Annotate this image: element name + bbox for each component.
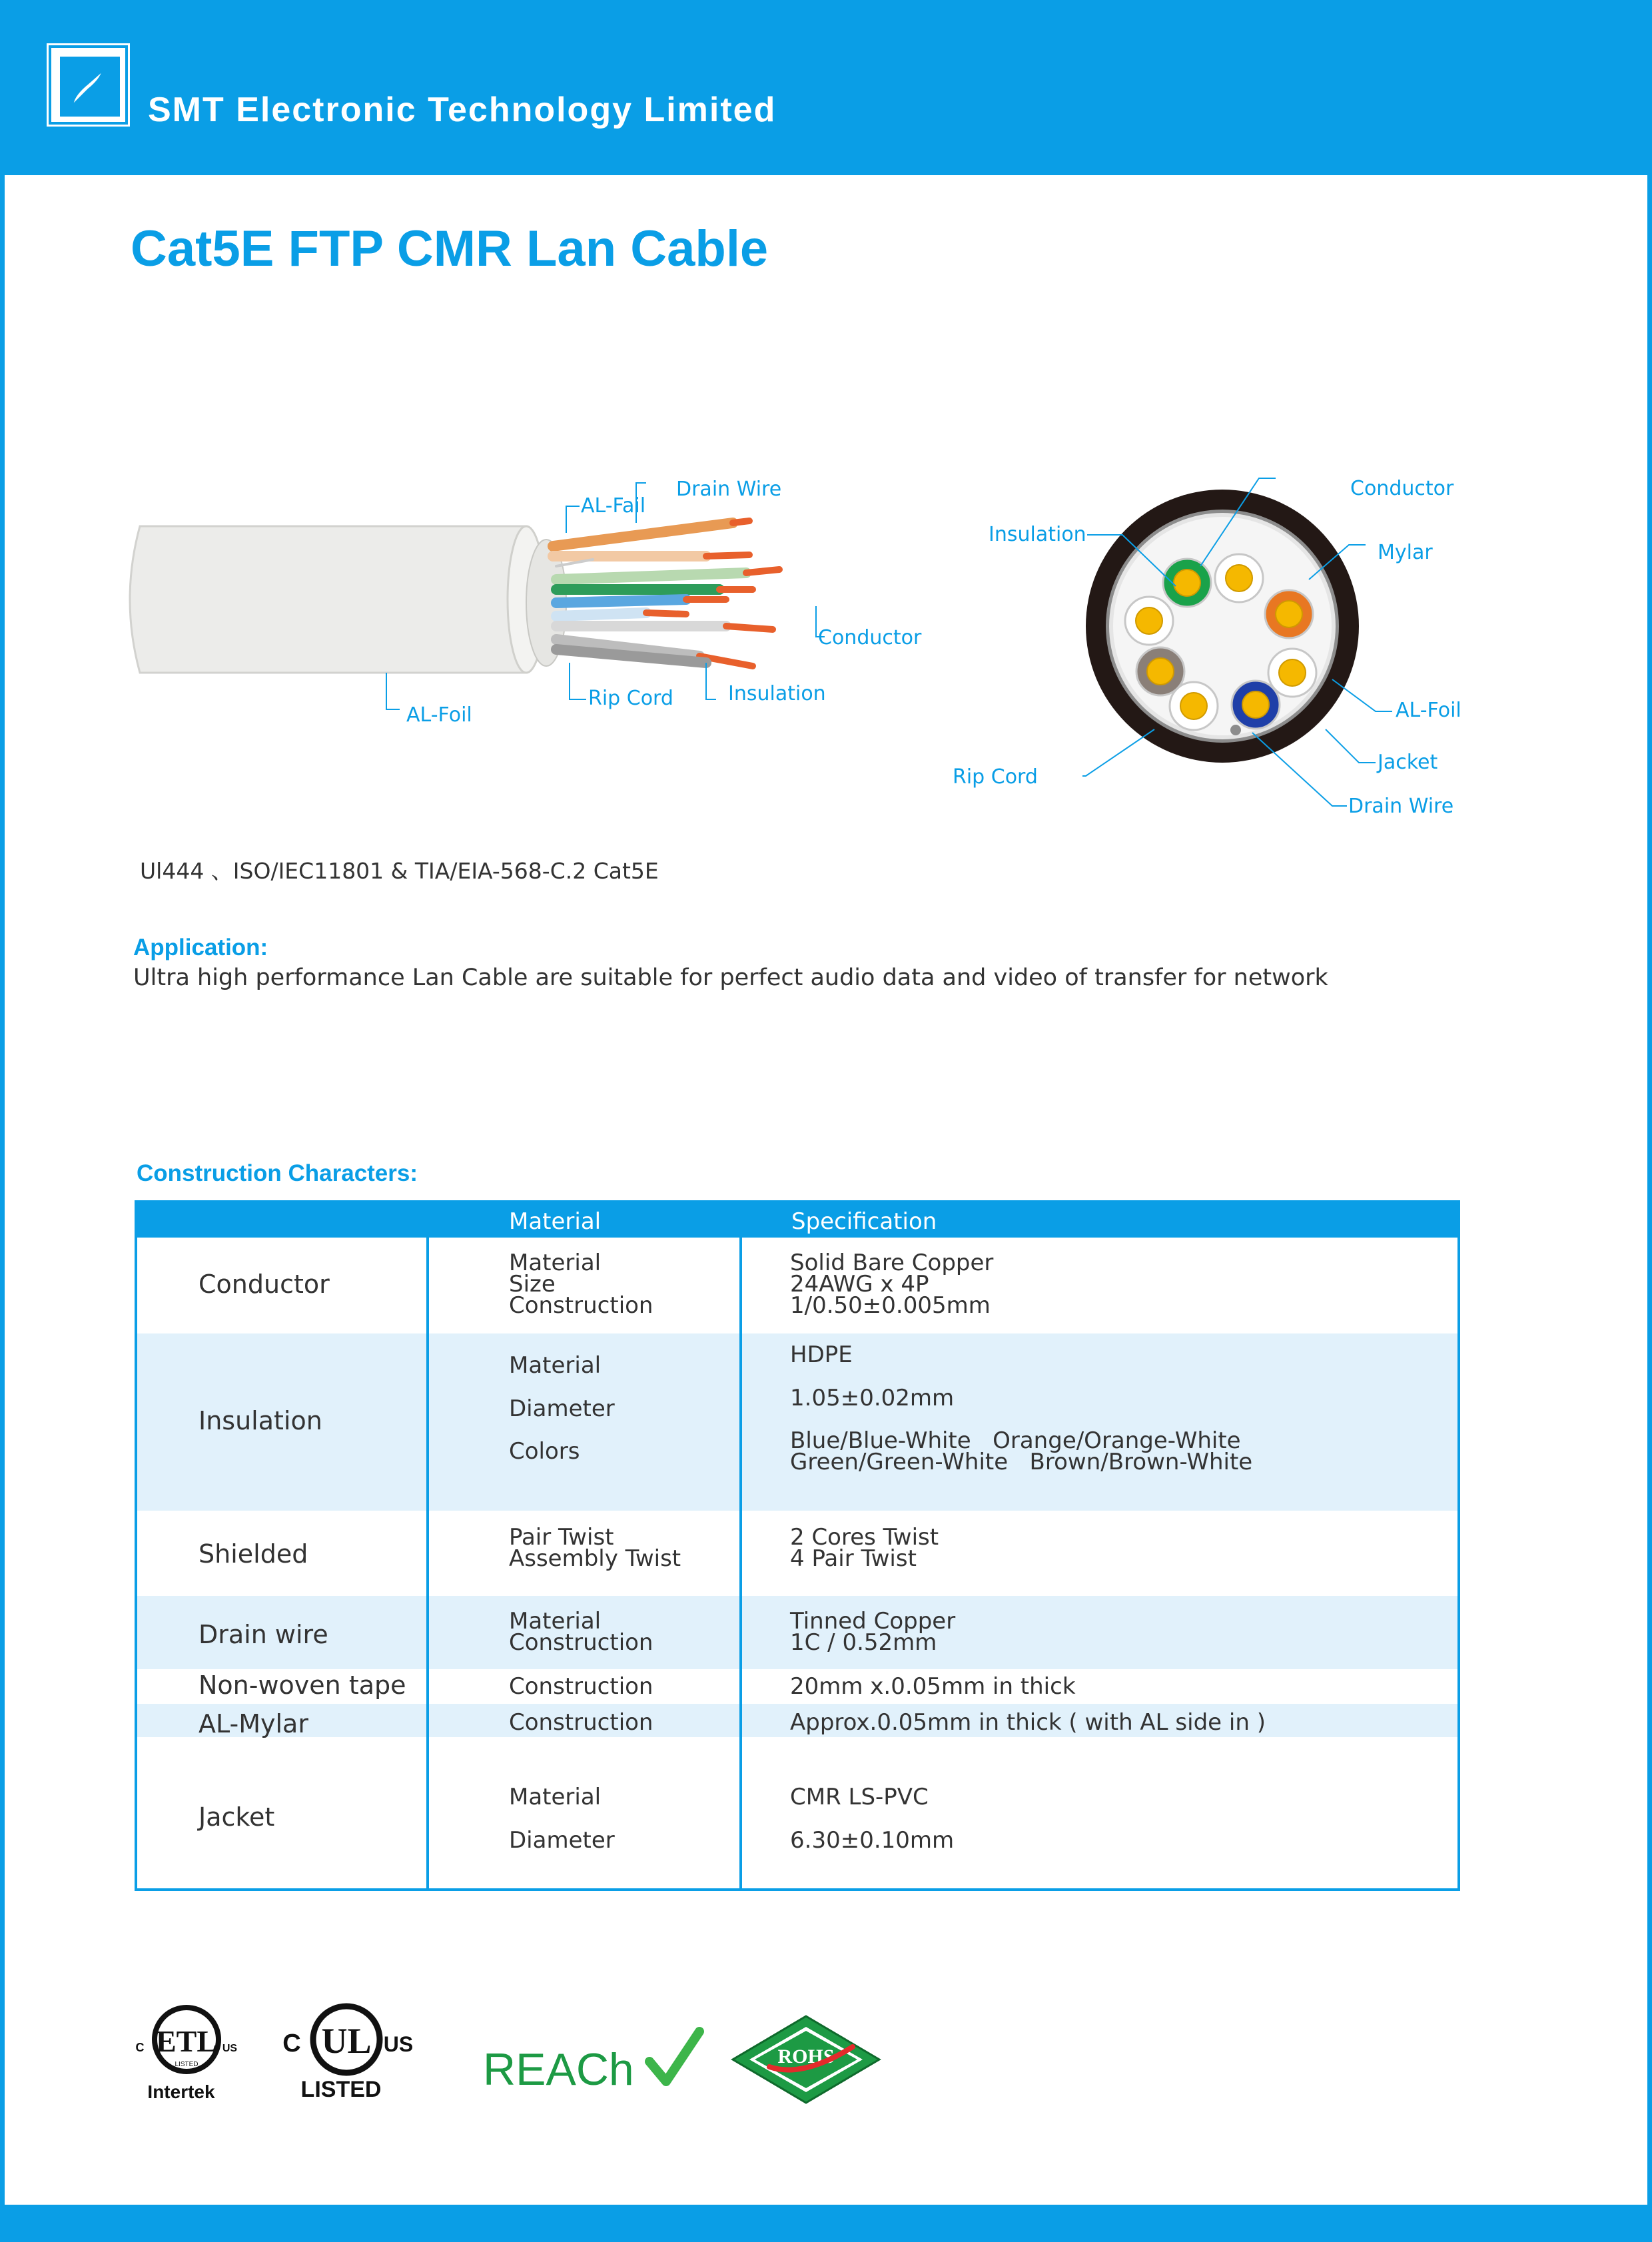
core-conductor (1180, 693, 1207, 719)
jacket-diameter-spec: 6.30±0.10mm (790, 1827, 955, 1854)
core-conductor (1174, 569, 1200, 596)
item-al-mylar: AL-Mylar (199, 1709, 308, 1738)
reach-cert-mark (483, 2025, 709, 2098)
xs-label-mylar: Mylar (1378, 541, 1433, 564)
spec-value: 2 Cores Twist (790, 1524, 939, 1551)
insulation-diameter-label: Diameter (509, 1395, 615, 1422)
material-label: Construction (509, 1629, 653, 1656)
item-conductor: Conductor (199, 1270, 330, 1299)
reach-logo-icon (483, 2025, 709, 2098)
ul-c-text: C (282, 2030, 301, 2057)
insulation-material-label: Material (509, 1352, 602, 1379)
insulation-colors-spec-2: Green/Green-White Brown/Brown-White (790, 1449, 1253, 1475)
reach-text: REACh (483, 2044, 634, 2095)
drain-wire-specs (790, 1608, 956, 1656)
jacket-diameter-label: Diameter (509, 1827, 615, 1854)
standards-text: Ul444 、ISO/IEC11801 & TIA/EIA-568-C.2 Cat5E (140, 858, 659, 884)
spec-value: 1C / 0.52mm (790, 1629, 937, 1656)
footer-bar (0, 2205, 1652, 2242)
item-jacket: Jacket (199, 1802, 275, 1832)
construction-heading: Construction Characters: (137, 1160, 418, 1186)
jacket-material-spec: CMR LS-PVC (790, 1784, 929, 1810)
rohs-text: ROHS (777, 2046, 835, 2067)
insulation-colors-label: Colors (509, 1438, 580, 1465)
xs-label-conductor: Conductor (1350, 477, 1454, 500)
label-insulation: Insulation (728, 682, 826, 705)
item-drain-wire: Drain wire (199, 1620, 328, 1649)
core-conductor (1279, 659, 1306, 686)
intertek-text: Intertek (147, 2081, 215, 2102)
item-nonwoven-tape: Non-woven tape (199, 1671, 406, 1700)
drain-wire-materials (509, 1608, 653, 1656)
al-mylar-spec: Approx.0.05mm in thick ( with AL side in ) (790, 1709, 1266, 1736)
conductor-materials (509, 1250, 653, 1319)
label-rip-cord: Rip Cord (588, 687, 673, 710)
application-text: Ultra high performance Lan Cable are suitable for perfect audio data and video of transfer for network (133, 964, 1328, 991)
label-al-foil: AL-Foil (406, 703, 472, 727)
shielded-materials (509, 1524, 681, 1572)
table-header (137, 1203, 1457, 1238)
header-specification: Specification (791, 1208, 937, 1235)
page-title: Cat5E FTP CMR Lan Cable (131, 220, 769, 277)
etl-cert-mark (133, 1998, 240, 2111)
cable-cross-section (1039, 466, 1439, 839)
application-heading: Application: (133, 934, 268, 960)
insulation-material-spec: HDPE (790, 1341, 853, 1368)
ul-us-text: US (383, 2032, 414, 2056)
insulation-diameter-spec: 1.05±0.02mm (790, 1385, 955, 1411)
col-divider-1 (426, 1203, 429, 1888)
etl-listed-text: LISTED (175, 2061, 199, 2068)
rohs-logo-icon (729, 2015, 883, 2105)
xs-label-al-foil: AL-Foil (1396, 699, 1461, 722)
core-conductor (1276, 601, 1302, 627)
spec-value: 1/0.50±0.005mm (790, 1292, 991, 1319)
xs-label-jacket: Jacket (1378, 751, 1438, 774)
xs-label-rip-cord: Rip Cord (953, 765, 1038, 789)
item-insulation: Insulation (199, 1406, 322, 1435)
spec-value: 4 Pair Twist (790, 1545, 917, 1572)
label-conductor: Conductor (818, 626, 922, 649)
xs-label-drain-wire: Drain Wire (1348, 795, 1454, 818)
xs-label-insulation: Insulation (989, 523, 1086, 546)
material-label: Size (509, 1271, 556, 1298)
checkmark-icon (649, 2032, 699, 2081)
ul-mark-text: UL (321, 2021, 372, 2061)
rohs-cert-mark (729, 2015, 883, 2105)
material-label: Material (509, 1250, 602, 1276)
insulation-colors-spec-1: Blue/Blue-White Orange/Orange-White (790, 1427, 1241, 1454)
construction-table (135, 1200, 1460, 1891)
material-label: Construction (509, 1292, 653, 1319)
header-material: Material (509, 1208, 602, 1235)
core-conductor (1136, 607, 1162, 634)
ul-cert-mark (280, 1998, 420, 2111)
core-conductor (1226, 565, 1252, 591)
ul-listed-text: LISTED (300, 2077, 382, 2102)
nonwoven-material-label: Construction (509, 1673, 653, 1700)
company-logo (47, 43, 130, 127)
material-label: Assembly Twist (509, 1545, 681, 1572)
etl-mark-text: ETL (155, 2024, 218, 2058)
label-drain-wire: Drain Wire (676, 478, 782, 501)
label-al-fail: AL-Fail (581, 494, 646, 518)
etl-c-text: C (135, 2041, 145, 2054)
material-label: Pair Twist (509, 1524, 614, 1551)
header-bar (0, 0, 1652, 175)
item-shielded: Shielded (199, 1539, 308, 1569)
jacket-material-label: Material (509, 1784, 602, 1810)
spec-value: 24AWG x 4P (790, 1271, 929, 1298)
material-label: Material (509, 1608, 602, 1635)
conductor-specs (790, 1250, 994, 1319)
company-name: SMT Electronic Technology Limited (148, 91, 777, 129)
core-conductor (1242, 691, 1269, 718)
ul-logo-icon (280, 1998, 420, 2111)
nonwoven-spec: 20mm x.0.05mm in thick (790, 1673, 1076, 1700)
spec-value: Tinned Copper (790, 1608, 956, 1635)
etl-us-text: US (222, 2043, 238, 2054)
col-divider-2 (739, 1203, 742, 1888)
al-mylar-material-label: Construction (509, 1709, 653, 1736)
spec-value: Solid Bare Copper (790, 1250, 994, 1276)
shielded-specs (790, 1524, 939, 1572)
core-conductor (1147, 658, 1174, 685)
etl-logo-icon (133, 1998, 240, 2111)
